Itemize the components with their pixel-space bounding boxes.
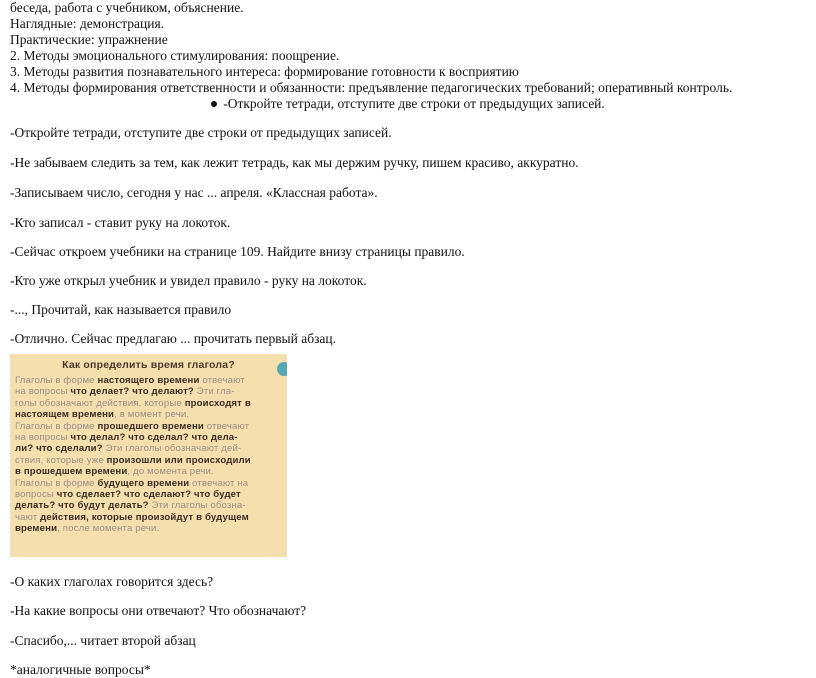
paragraph: -О каких глаголах говорится здесь? [10,574,214,589]
rule-line: чают действия, которые произойдут в будущем [15,511,249,523]
text-line: 2. Методы эмоционального стимулирования: поощрение. [10,48,340,63]
bullet-dot-icon [211,101,217,107]
rule-line: Глаголы в форме прошедшего времени отвечают [15,420,250,432]
paragraph: -Не забываем следить за тем, как лежит тетрадь, как мы держим ручку, пишем красиво, аккуратно. [10,155,579,170]
paragraph: -На какие вопросы они отвечают? Что обозначают? [10,603,307,618]
paragraph: -Откройте тетради, отступите две строки от предыдущих записей. [10,125,392,140]
bullet-text: -Откройте тетради, отступите две строки от предыдущих записей. [223,96,605,111]
rule-line: ли? что сделали? Эти глаголы обозначают дей- [15,443,242,455]
paragraph: *аналогичные вопросы* [10,662,151,677]
rule-line: в прошедшем времени, до момента речи. [15,466,214,478]
paragraph: -Отлично. Сейчас предлагаю ... прочитать первый абзац. [10,331,337,346]
paragraph: -..., Прочитай, как называется правило [10,302,232,317]
bullet-item [0,96,816,112]
rule-line: голы обозначают действия, которые происходят в [15,397,251,409]
rule-line: времени, после момента речи. [15,523,160,535]
rule-line: вопросы что сделает? что сделают? что будет [15,489,241,501]
rule-line: Глаголы в форме будущего времени отвечают на [15,477,249,489]
rule-line: ствия, которые уже произошли или происходили [15,454,251,466]
rule-line: на вопросы что делает? что делают? Эти гла- [15,386,235,398]
rule-title: Как определить время глагола? [62,359,235,371]
rule-line: настоящем времени, в момент речи. [15,409,190,421]
textbook-rule-image [10,354,287,557]
rule-line: Глаголы в форме настоящего времени отвечают [15,375,245,386]
paragraph: -Кто уже открыл учебник и увидел правило - руку на локоток. [10,273,367,288]
paragraph: -Спасибо,... читает второй абзац [10,633,196,648]
rule-line: на вопросы что делал? что сделал? что дела- [15,432,238,444]
rule-body [15,375,281,535]
text-line: беседа, работа с учебником, объяснение. [10,0,244,15]
text-line: Наглядные: демонстрация. [10,16,165,31]
text-line: 3. Методы развития познавательного интереса: формирование готовности к восприятию [10,64,519,79]
text-line: Практические: упражнение [10,32,168,47]
paragraph: -Сейчас откроем учебники на странице 109. Найдите внизу страницы правило. [10,244,465,259]
paragraph: -Кто записал - ставит руку на локоток. [10,215,231,230]
text-line: 4. Методы формирования ответственности и обязанности: предъявление педагогических требований; оперативный контроль. [10,80,733,95]
paragraph: -Записываем число, сегодня у нас ... апреля. «Классная работа». [10,185,378,200]
rule-line: делать? что будут делать? Эти глаголы обозна- [15,500,246,512]
